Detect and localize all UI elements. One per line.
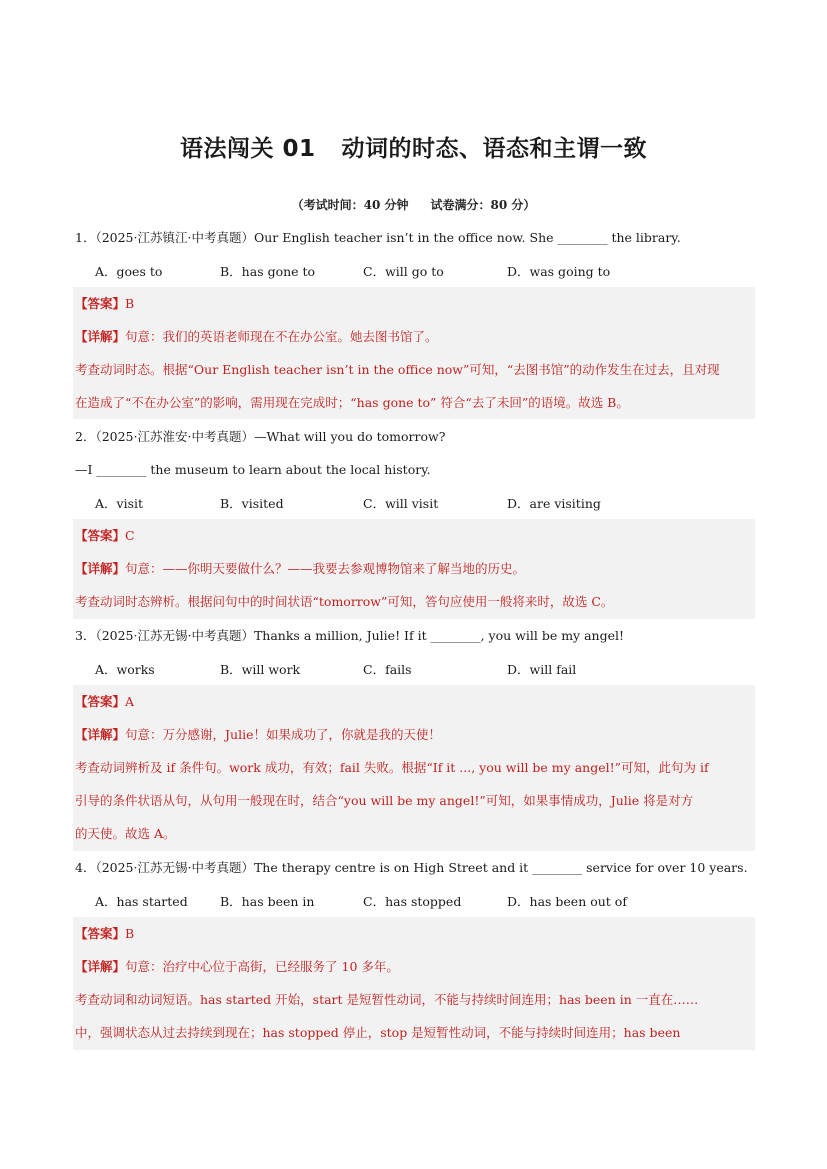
option-a: A．works xyxy=(95,662,155,677)
option-d: D．will fail xyxy=(507,662,577,677)
detail-tag: 【详解】 xyxy=(75,727,126,742)
option-row xyxy=(95,262,755,280)
option-row xyxy=(95,494,755,512)
score-info: 试卷满分：80 分） xyxy=(430,198,536,212)
question-stem: 1．（2025·江苏镇江·中考真题）Our English teacher isn’t in the office now. She ________ the library. xyxy=(75,230,681,245)
detail-line: 在造成了“不在办公室”的影响，需用现在完成时；“has gone to” 符合“去了未回”的语境。故选 B。 xyxy=(75,395,629,410)
detail-text: 句意：——你明天要做什么？——我要去参观博物馆来了解当地的历史。 xyxy=(125,561,526,576)
answer-tag: 【答案】 xyxy=(75,926,126,941)
question-stem-line2: —I ________ the museum to learn about the local history. xyxy=(75,462,431,477)
detail-tag: 【详解】 xyxy=(75,329,126,344)
option-c: C．will visit xyxy=(363,496,439,511)
detail-line xyxy=(75,328,755,346)
option-a: A．visit xyxy=(95,496,144,511)
detail-line xyxy=(75,560,755,578)
page-title xyxy=(0,130,827,163)
option-d: D．has been out of xyxy=(507,894,627,909)
detail-line xyxy=(75,958,755,976)
detail-line: 引导的条件状语从句，从句用一般现在时，结合“you will be my angel!”可知，如果事情成功，Julie 将是对方 xyxy=(75,793,694,808)
answer-line xyxy=(75,693,755,711)
detail-line: 考查动词辨析及 if 条件句。work 成功，有效；fail 失败。根据“If it ..., you will be my angel!”可知，此句为 if xyxy=(75,760,709,775)
answer-line xyxy=(75,527,755,545)
title-sub: 动词的时态、语态和主谓一致 xyxy=(341,136,647,162)
exam-info xyxy=(0,196,827,213)
detail-tag: 【详解】 xyxy=(75,561,126,576)
detail-text: 句意：我们的英语老师现在不在办公室。她去图书馆了。 xyxy=(125,329,438,344)
detail-line xyxy=(75,726,755,744)
detail-line: 考查动词时态。根据“Our English teacher isn’t in the office now”可知，“去图书馆”的动作发生在过去，且对现 xyxy=(75,362,720,377)
answer-value: A xyxy=(125,694,135,709)
answer-value: B xyxy=(125,296,135,311)
option-c: C．has stopped xyxy=(363,894,462,909)
question-stem: 2．（2025·江苏淮安·中考真题）—What will you do tomorrow? xyxy=(75,429,446,444)
option-c: C．will go to xyxy=(363,264,444,279)
option-a: A．has started xyxy=(95,894,188,909)
time-info: （考试时间：40 分钟 xyxy=(291,198,409,212)
detail-line: 中，强调状态从过去持续到现在；has stopped 停止，stop 是短暂性动词，不能与持续时间连用；has been xyxy=(75,1025,681,1040)
answer-tag: 【答案】 xyxy=(75,694,126,709)
option-b: B．visited xyxy=(220,496,284,511)
option-a: A．goes to xyxy=(95,264,163,279)
option-d: D．are visiting xyxy=(507,496,601,511)
detail-line: 的天使。故选 A。 xyxy=(75,826,176,841)
answer-line xyxy=(75,295,755,313)
detail-tag: 【详解】 xyxy=(75,959,126,974)
answer-tag: 【答案】 xyxy=(75,296,126,311)
question-stem: 4．（2025·江苏无锡·中考真题）The therapy centre is on High Street and it ________ service for over 10 years. xyxy=(75,860,748,875)
answer-line xyxy=(75,925,755,943)
detail-text: 句意：万分感谢，Julie！如果成功了，你就是我的天使！ xyxy=(125,727,441,742)
detail-text: 句意：治疗中心位于高街，已经服务了 10 多年。 xyxy=(125,959,399,974)
answer-value: C xyxy=(125,528,135,543)
option-b: B．will work xyxy=(220,662,301,677)
option-d: D．was going to xyxy=(507,264,611,279)
option-row xyxy=(95,660,755,678)
answer-value: B xyxy=(125,926,135,941)
title-main: 语法闯关 01 xyxy=(179,136,316,162)
answer-tag: 【答案】 xyxy=(75,528,126,543)
detail-line: 考查动词时态辨析。根据问句中的时间状语“tomorrow”可知，答句应使用一般将来时，故选 C。 xyxy=(75,594,614,609)
option-b: B．has gone to xyxy=(220,264,316,279)
option-b: B．has been in xyxy=(220,894,315,909)
option-row xyxy=(95,892,755,910)
detail-line: 考查动词和动词短语。has started 开始，start 是短暂性动词，不能与持续时间连用；has been in 一直在…… xyxy=(75,992,699,1007)
question-stem: 3．（2025·江苏无锡·中考真题）Thanks a million, Julie! If it ________, you will be my angel! xyxy=(75,628,624,643)
option-c: C．fails xyxy=(363,662,412,677)
